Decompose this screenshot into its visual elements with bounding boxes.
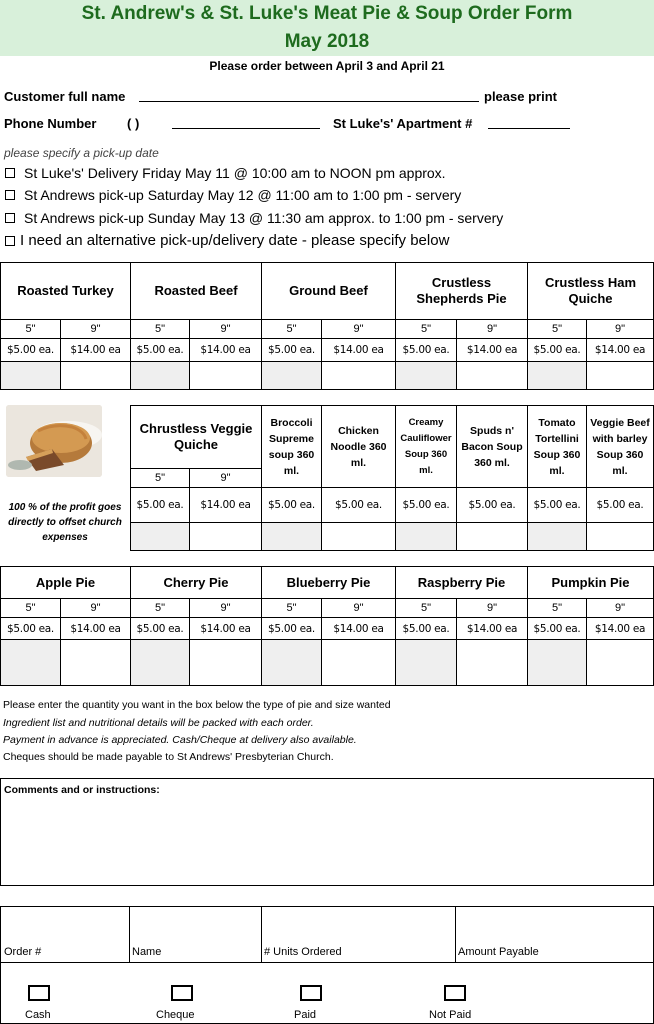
price-large: $14.00 ea — [189, 617, 262, 640]
size-large: 9" — [60, 598, 131, 618]
price-small: $5.00 ea. — [527, 338, 587, 362]
soup-header: Broccoli Supreme soup 360 ml. — [261, 405, 322, 488]
pickup-note: please specify a pick-up date — [4, 146, 159, 160]
quantity-input[interactable] — [189, 522, 262, 551]
price-large: $14.00 ea — [60, 338, 131, 362]
pie-photo-icon — [6, 405, 102, 477]
checkbox-icon[interactable] — [5, 168, 15, 178]
price-small: $5.00 ea. — [130, 487, 190, 523]
cheque-checkbox[interactable] — [171, 985, 193, 1001]
not-paid-label: Not Paid — [429, 1009, 472, 1021]
apartment-field[interactable] — [488, 128, 570, 129]
quantity-input[interactable] — [0, 361, 61, 390]
size-large: 9" — [586, 319, 654, 339]
quantity-input[interactable] — [586, 522, 654, 551]
size-small: 5" — [261, 319, 322, 339]
units-ordered-field[interactable]: # Units Ordered — [264, 946, 342, 958]
quantity-input[interactable] — [456, 639, 528, 686]
price-small: $5.00 ea. — [130, 338, 190, 362]
apartment-label: St Luke's' Apartment # — [333, 116, 473, 131]
note-quantity: Please enter the quantity you want in the box below the type of pie and size wanted — [3, 699, 391, 711]
paid-label: Paid — [294, 1009, 317, 1021]
size-small: 5" — [527, 598, 587, 618]
quantity-input[interactable] — [586, 361, 654, 390]
size-small: 5" — [261, 598, 322, 618]
checkbox-icon[interactable] — [5, 213, 15, 223]
price-small: $5.00 ea. — [261, 338, 322, 362]
form-date: May 2018 — [284, 31, 370, 52]
checkbox-icon[interactable] — [5, 190, 15, 200]
price-large: $14.00 ea — [321, 338, 396, 362]
price-large: $14.00 ea — [189, 338, 262, 362]
soup-header: Spuds n' Bacon Soup 360 ml. — [456, 405, 528, 488]
quantity-input[interactable] — [130, 522, 190, 551]
order-window: Please order between April 3 and April 21 — [209, 59, 445, 73]
order-name-field[interactable]: Name — [132, 946, 162, 958]
quantity-input[interactable] — [189, 639, 262, 686]
size-small: 5" — [130, 319, 190, 339]
quantity-input[interactable] — [395, 639, 457, 686]
divider — [129, 907, 130, 962]
soup-header: Creamy Cauliflower Soup 360 ml. — [395, 405, 457, 488]
quantity-input[interactable] — [395, 361, 457, 390]
size-small: 5" — [130, 468, 190, 488]
quantity-input[interactable] — [321, 361, 396, 390]
size-small: 5" — [395, 598, 457, 618]
soup-header: Veggie Beef with barley Soup 360 ml. — [586, 405, 654, 488]
paid-checkbox[interactable] — [300, 985, 322, 1001]
size-small: 5" — [130, 598, 190, 618]
size-large: 9" — [456, 598, 528, 618]
size-large: 9" — [321, 598, 396, 618]
size-large: 9" — [456, 319, 528, 339]
price-large: $14.00 ea — [586, 617, 654, 640]
size-large: 9" — [586, 598, 654, 618]
profit-note: 100 % of the profit goes directly to offset church expenses — [8, 502, 122, 543]
price-small: $5.00 ea. — [261, 617, 322, 640]
price-large: $14.00 ea — [189, 487, 262, 523]
quantity-input[interactable] — [456, 361, 528, 390]
note-payment: Payment in advance is appreciated. Cash/Cheque at delivery also available. — [3, 734, 357, 746]
meat-pie-header: Crustless Ham Quiche — [527, 262, 654, 320]
size-large: 9" — [189, 319, 262, 339]
phone-field[interactable] — [172, 128, 320, 129]
price-small: $5.00 ea. — [395, 617, 457, 640]
price-small: $5.00 ea. — [261, 487, 322, 523]
meat-pie-header: Ground Beef — [261, 262, 396, 320]
cheque-label: Cheque — [156, 1009, 195, 1021]
pickup-option-sunday[interactable]: St Andrews pick-up Sunday May 13 @ 11:30 am approx. to 1:00 pm - servery — [5, 210, 503, 226]
quantity-input[interactable] — [60, 639, 131, 686]
quantity-input[interactable] — [189, 361, 262, 390]
price-small: $5.00 ea. — [130, 617, 190, 640]
pickup-option-saturday[interactable]: St Andrews pick-up Saturday May 12 @ 11:00 am to 1:00 pm - servery — [5, 187, 461, 203]
size-large: 9" — [189, 598, 262, 618]
note-cheques: Cheques should be made payable to St Andrews' Presbyterian Church. — [3, 751, 334, 763]
quantity-input[interactable] — [586, 639, 654, 686]
phone-label: Phone Number — [4, 116, 97, 131]
size-large: 9" — [60, 319, 131, 339]
pie-photo — [6, 405, 102, 477]
quantity-input[interactable] — [130, 361, 190, 390]
customer-name-label: Customer full name — [4, 89, 126, 104]
order-number-field[interactable]: Order # — [4, 946, 42, 958]
customer-name-field[interactable] — [139, 101, 479, 102]
comments-box[interactable] — [0, 778, 654, 886]
quantity-input[interactable] — [261, 522, 322, 551]
size-small: 5" — [527, 319, 587, 339]
price-small: $5.00 ea. — [456, 487, 528, 523]
meat-pie-header: Roasted Beef — [130, 262, 262, 320]
size-small: 5" — [0, 598, 61, 618]
price-large: $14.00 ea — [586, 338, 654, 362]
quantity-input[interactable] — [321, 522, 396, 551]
quantity-input[interactable] — [130, 639, 190, 686]
checkbox-icon[interactable] — [5, 236, 15, 246]
amount-payable-field[interactable]: Amount Payable — [458, 946, 539, 958]
price-large: $14.00 ea — [60, 617, 131, 640]
size-small: 5" — [0, 319, 61, 339]
quantity-input[interactable] — [527, 522, 587, 551]
quantity-input[interactable] — [261, 639, 322, 686]
size-small: 5" — [395, 319, 457, 339]
price-small: $5.00 ea. — [0, 338, 61, 362]
pickup-option-friday[interactable]: St Luke's' Delivery Friday May 11 @ 10:00 am to NOON pm approx. — [5, 165, 446, 181]
meat-pie-header: Crustless Shepherds Pie — [395, 262, 528, 320]
comments-label: Comments and or instructions: — [4, 784, 160, 796]
price-small: $5.00 ea. — [527, 487, 587, 523]
quantity-input[interactable] — [261, 361, 322, 390]
cash-checkbox[interactable] — [28, 985, 50, 1001]
soup-header: Tomato Tortellini Soup 360 ml. — [527, 405, 587, 488]
office-use-box — [0, 906, 654, 1024]
price-small: $5.00 ea. — [0, 617, 61, 640]
quantity-input[interactable] — [527, 361, 587, 390]
form-title: St. Andrew's & St. Luke's Meat Pie & Soup Order Form — [81, 3, 573, 24]
customer-name-hint: please print — [484, 89, 557, 104]
fruit-pie-header: Blueberry Pie — [261, 566, 396, 599]
quantity-input[interactable] — [395, 522, 457, 551]
phone-area-code: ( ) — [127, 116, 140, 131]
fruit-pie-header: Raspberry Pie — [395, 566, 528, 599]
fruit-pie-header: Pumpkin Pie — [527, 566, 654, 599]
price-large: $14.00 ea — [456, 338, 528, 362]
price-small: $5.00 ea. — [586, 487, 654, 523]
price-small: $5.00 ea. — [527, 617, 587, 640]
pickup-option-alternative[interactable]: I need an alternative pick-up/delivery date - please specify below — [5, 232, 449, 249]
quantity-input[interactable] — [321, 639, 396, 686]
note-ingredients: Ingredient list and nutritional details will be packed with each order. — [3, 717, 314, 729]
soup-header: Chicken Noodle 360 ml. — [321, 405, 396, 488]
price-small: $5.00 ea. — [321, 487, 396, 523]
not-paid-checkbox[interactable] — [444, 985, 466, 1001]
form-header — [0, 0, 654, 56]
size-large: 9" — [189, 468, 262, 488]
price-large: $14.00 ea — [456, 617, 528, 640]
price-large: $14.00 ea — [321, 617, 396, 640]
quiche-header: Chrustless Veggie Quiche — [130, 405, 262, 469]
quantity-input[interactable] — [0, 639, 61, 686]
price-small: $5.00 ea. — [395, 338, 457, 362]
price-small: $5.00 ea. — [395, 487, 457, 523]
quantity-input[interactable] — [456, 522, 528, 551]
meat-pie-header: Roasted Turkey — [0, 262, 131, 320]
fruit-pie-header: Cherry Pie — [130, 566, 262, 599]
divider — [455, 907, 456, 962]
divider — [261, 907, 262, 962]
divider — [1, 962, 653, 963]
size-large: 9" — [321, 319, 396, 339]
quantity-input[interactable] — [60, 361, 131, 390]
cash-label: Cash — [25, 1009, 51, 1021]
quantity-input[interactable] — [527, 639, 587, 686]
fruit-pie-header: Apple Pie — [0, 566, 131, 599]
